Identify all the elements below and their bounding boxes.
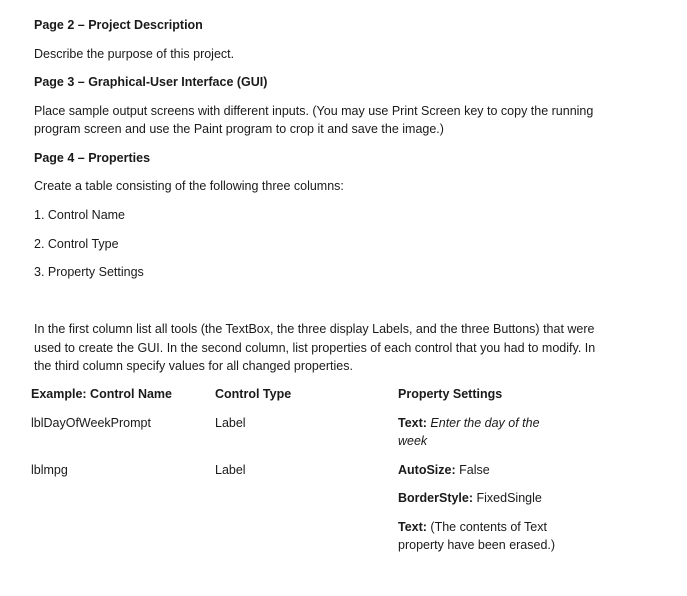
page3-heading: Page 3 – Graphical-User Interface (GUI) bbox=[34, 75, 268, 89]
page2-body: Describe the purpose of this project. bbox=[34, 47, 235, 61]
row2-text-key: Text: bbox=[398, 520, 427, 534]
list-item-property-settings: 3. Property Settings bbox=[34, 265, 144, 279]
row1-control-name: lblDayOfWeekPrompt bbox=[31, 416, 151, 430]
row2-text-value-line1: (The contents of Text bbox=[430, 520, 547, 534]
page4-intro: Create a table consisting of the following three columns: bbox=[34, 179, 344, 193]
row1-property-key: Text: bbox=[398, 416, 427, 430]
row2-autosize-key: AutoSize: bbox=[398, 463, 456, 477]
row1-property-text bbox=[398, 414, 540, 432]
row1-property-value-line1: Enter the day of the bbox=[430, 416, 540, 430]
row2-border-key: BorderStyle: bbox=[398, 491, 474, 505]
page4-para-line2: used to create the GUI. In the second column, list properties of each control that you had to modify. In bbox=[34, 341, 596, 355]
row2-control-name: lblmpg bbox=[31, 463, 68, 477]
table-header-property-settings: Property Settings bbox=[398, 387, 503, 401]
page3-body-line2: program screen and use the Paint program to crop it and save the image.) bbox=[34, 122, 444, 136]
row2-text-value-line2: property have been erased.) bbox=[398, 538, 556, 552]
page3-body-line1: Place sample output screens with different inputs. (You may use Print Screen key to copy the running bbox=[34, 104, 594, 118]
page4-para-line3: the third column specify values for all changed properties. bbox=[34, 359, 353, 373]
row2-text bbox=[398, 518, 547, 536]
page4-heading: Page 4 – Properties bbox=[34, 151, 151, 165]
row2-control-type: Label bbox=[215, 463, 246, 477]
row1-control-type: Label bbox=[215, 416, 246, 430]
list-item-control-type: 2. Control Type bbox=[34, 237, 119, 251]
table-header-control-type: Control Type bbox=[215, 387, 292, 401]
row2-autosize bbox=[398, 461, 490, 479]
row2-borderstyle bbox=[398, 489, 542, 507]
list-item-control-name: 1. Control Name bbox=[34, 208, 126, 222]
table-header-control-name: Example: Control Name bbox=[31, 387, 173, 401]
page4-para-line1: In the first column list all tools (the TextBox, the three display Labels, and the three Buttons) that were bbox=[34, 322, 595, 336]
row2-autosize-value: False bbox=[459, 463, 490, 477]
row2-border-value: FixedSingle bbox=[476, 491, 542, 505]
page2-heading: Page 2 – Project Description bbox=[34, 18, 203, 32]
row1-property-value-line2: week bbox=[398, 434, 428, 448]
